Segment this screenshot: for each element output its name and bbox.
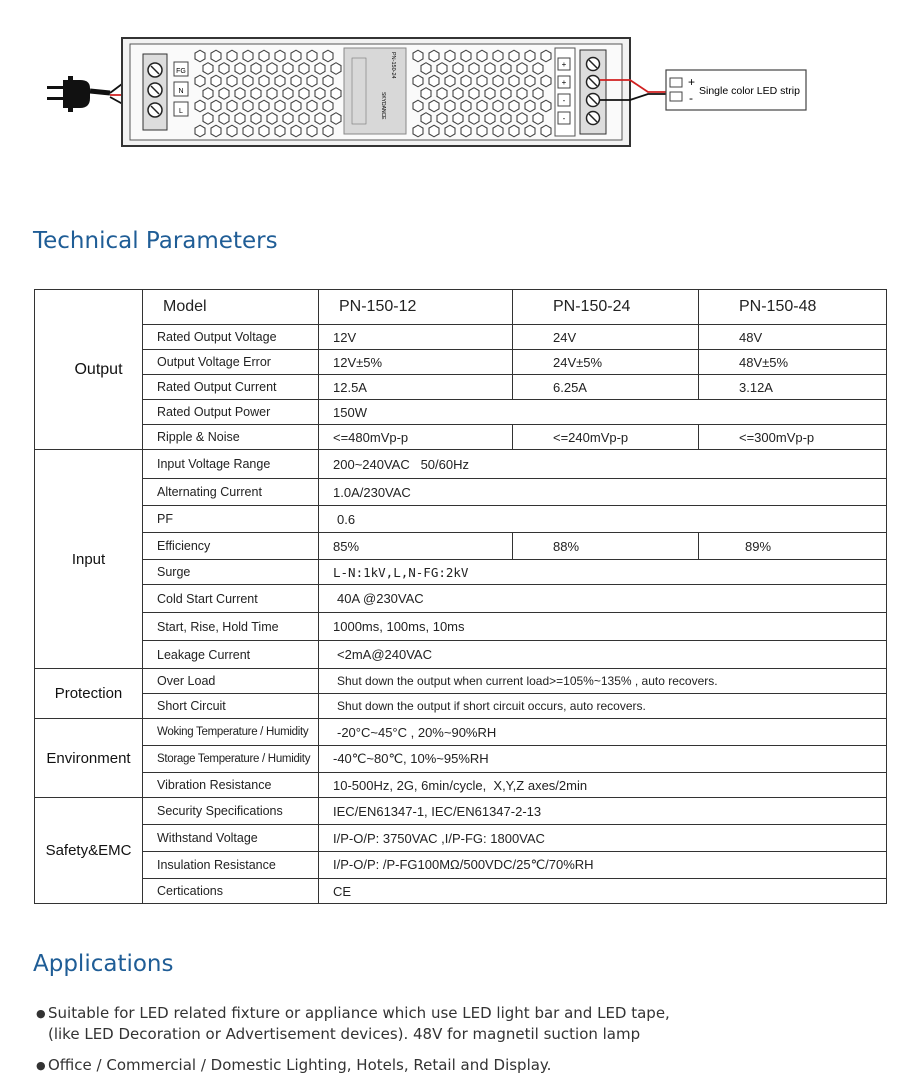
vent-hole [445,100,455,112]
vent-hole [541,50,551,62]
row-label: Leakage Current [143,641,319,669]
vent-hole [509,50,519,62]
vent-hole [421,88,431,100]
vent-hole [469,63,479,75]
row-label: Short Circuit [143,694,319,719]
vent-hole [493,75,503,87]
cell: 150W [319,400,887,425]
led-strip-box [666,70,806,110]
group-environment: Environment [35,719,143,798]
table-row [35,375,887,400]
vent-hole [315,113,325,125]
header-model-2: PN-150-24 [513,290,699,325]
vent-hole [413,50,423,62]
vent-hole [413,75,423,87]
vent-hole [291,125,301,137]
cell: 24V±5% [513,350,699,375]
vent-hole [413,125,423,137]
vent-hole [477,50,487,62]
vent-hole [445,50,455,62]
vent-hole [493,50,503,62]
vent-hole [477,125,487,137]
cell: 10-500Hz, 2G, 6min/cycle, X,Y,Z axes/2min [319,773,887,798]
vent-hole [259,75,269,87]
vent-hole [307,75,317,87]
vent-hole [429,75,439,87]
vent-hole [267,63,277,75]
row-label: Cold Start Current [143,585,319,613]
terminal-l-label: L [179,108,183,115]
cell: Shut down the output if short circuit occurs, auto recovers. [319,694,887,719]
cell: 0.6 [319,506,887,533]
vent-hole [195,125,205,137]
cell: IEC/EN61347-1, IEC/EN61347-2-13 [319,798,887,825]
vent-hole [421,113,431,125]
vent-hole [195,50,205,62]
vent-hole [453,113,463,125]
vent-hole [541,75,551,87]
vent-hole [283,63,293,75]
list-item [36,1003,670,1045]
group-input: Input [35,450,143,669]
vent-hole [259,100,269,112]
table-row [35,669,887,694]
vent-hole [485,88,495,100]
product-model-label: PN-150-24 [390,52,396,79]
cell: -20°C~45°C , 20%~90%RH [319,719,887,746]
vent-hole [275,100,285,112]
vent-hole [525,50,535,62]
cell: 48V [699,325,887,350]
table-row [35,694,887,719]
vent-hole [275,75,285,87]
table-row [35,450,887,479]
table-row [35,350,887,375]
row-label: Rated Output Current [143,375,319,400]
vent-hole [203,113,213,125]
vent-hole [501,63,511,75]
vent-hole [195,75,205,87]
applications-list [36,1003,670,1076]
vent-hole [421,63,431,75]
vent-hole [461,100,471,112]
vent-hole [275,125,285,137]
vent-hole [493,100,503,112]
vent-hole [429,125,439,137]
vent-hole [251,88,261,100]
row-label: Storage Temperature / Humidity [143,746,319,773]
row-label: Output Voltage Error [143,350,319,375]
table-row [35,585,887,613]
vent-hole [429,50,439,62]
list-item-text: (like LED Decoration or Advertisement devices). 48V for magnetil suction lamp [48,1025,641,1043]
group-output: Output [35,290,143,450]
table-row [35,325,887,350]
table-row [35,773,887,798]
vent-hole [211,125,221,137]
vent-hole [291,75,301,87]
terminal-plus-2: + [561,78,567,87]
row-label: Woking Temperature / Humidity [143,719,319,746]
vent-hole [243,50,253,62]
vent-hole [517,88,527,100]
vent-hole [525,100,535,112]
vent-hole [533,63,543,75]
vent-hole [509,100,519,112]
cell: 89% [699,533,887,560]
vent-hole [323,50,333,62]
bullet-icon: ● [36,1059,46,1072]
vent-hole [445,75,455,87]
vent-hole [243,125,253,137]
vent-hole [541,125,551,137]
vent-hole [517,63,527,75]
wiring-diagram [0,0,900,200]
strip-label: Single color LED strip [699,85,800,97]
spec-table [34,289,887,904]
cell: 85% [319,533,513,560]
vent-hole [501,88,511,100]
cell: I/P-O/P: 3750VAC ,I/P-FG: 1800VAC [319,825,887,852]
cell: 12V [319,325,513,350]
cell: 6.25A [513,375,699,400]
vent-hole [235,113,245,125]
terminal-minus-1: - [562,96,566,105]
vent-hole [251,63,261,75]
vent-hole [331,88,341,100]
vent-hole [477,100,487,112]
vent-hole [211,100,221,112]
list-item-text: Suitable for LED related fixture or appliance which use LED light bar and LED tape, [48,1004,670,1022]
cell: Shut down the output when current load>=105%~135% , auto recovers. [319,669,887,694]
vent-hole [219,113,229,125]
vent-hole [227,75,237,87]
vent-hole [501,113,511,125]
vent-hole [243,100,253,112]
row-label: Over Load [143,669,319,694]
vent-hole [291,50,301,62]
vent-hole [299,88,309,100]
cell: <=240mVp-p [513,425,699,450]
row-label: Alternating Current [143,479,319,506]
vent-hole [235,63,245,75]
row-label: Vibration Resistance [143,773,319,798]
vent-hole [517,113,527,125]
row-label: Insulation Resistance [143,852,319,879]
ac-plug-icon [47,76,110,112]
vent-hole [461,75,471,87]
vent-hole [307,50,317,62]
vent-hole [469,88,479,100]
vent-hole [259,50,269,62]
applications-heading: Applications [33,951,174,977]
vent-hole [315,63,325,75]
cell: 40A @230VAC [319,585,887,613]
vent-hole [275,50,285,62]
row-label: Rated Output Power [143,400,319,425]
vent-hole [323,125,333,137]
vent-hole [227,50,237,62]
vent-hole [299,63,309,75]
table-header-row [35,290,887,325]
group-safety-emc: Safety&EMC [35,798,143,904]
table-row [35,641,887,669]
strip-minus-label: - [689,91,693,105]
bullet-icon: ● [36,1007,46,1020]
vent-hole [509,75,519,87]
cell: <=480mVp-p [319,425,513,450]
cell: -40℃~80℃, 10%~95%RH [319,746,887,773]
row-label: Rated Output Voltage [143,325,319,350]
vent-hole [267,88,277,100]
row-label: Start, Rise, Hold Time [143,613,319,641]
vent-hole [227,100,237,112]
vent-hole [323,100,333,112]
vent-hole [453,88,463,100]
row-label: Surge [143,560,319,585]
vent-hole [203,63,213,75]
vent-hole [323,75,333,87]
cell: 1000ms, 100ms, 10ms [319,613,887,641]
vent-hole [429,100,439,112]
vent-hole [283,88,293,100]
terminal-minus-2: - [562,114,566,123]
table-row [35,798,887,825]
list-item [36,1055,670,1076]
table-row [35,533,887,560]
vent-hole [469,113,479,125]
header-model-3: PN-150-48 [699,290,887,325]
cell: 12V±5% [319,350,513,375]
row-label: PF [143,506,319,533]
cell: 24V [513,325,699,350]
vent-hole [307,100,317,112]
vent-hole [219,88,229,100]
vent-hole [211,50,221,62]
power-supply-unit [122,38,630,146]
vent-hole [541,100,551,112]
table-row [35,852,887,879]
cell: 200~240VAC 50/60Hz [319,450,887,479]
vent-hole [211,75,221,87]
row-label: Ripple & Noise [143,425,319,450]
cell: <2mA@240VAC [319,641,887,669]
vent-hole [331,63,341,75]
vent-hole [453,63,463,75]
vent-hole [259,125,269,137]
vent-hole [235,88,245,100]
vent-hole [299,113,309,125]
table-row [35,425,887,450]
vent-hole [533,88,543,100]
vent-hole [493,125,503,137]
table-row [35,825,887,852]
terminal-n-label: N [178,88,184,95]
table-row [35,506,887,533]
vent-hole [227,125,237,137]
vent-hole [437,113,447,125]
header-model-1: PN-150-12 [319,290,513,325]
vent-hole [243,75,253,87]
vent-hole [461,125,471,137]
vent-hole [331,113,341,125]
table-row [35,479,887,506]
header-model: Model [143,290,319,325]
vent-hole [267,113,277,125]
row-label: Efficiency [143,533,319,560]
list-item-text: Office / Commercial / Domestic Lighting, Hotels, Retail and Display. [48,1056,552,1074]
vent-hole [307,125,317,137]
vent-hole [461,50,471,62]
vent-hole [203,88,213,100]
vent-hole [445,125,455,137]
vent-hole [509,125,519,137]
table-row [35,613,887,641]
vent-hole [485,113,495,125]
vent-hole [437,88,447,100]
vent-hole [525,75,535,87]
row-label: Certications [143,879,319,904]
cell: L-N:1kV,L,N-FG:2kV [319,560,887,585]
table-row [35,879,887,904]
vent-hole [413,100,423,112]
cell: I/P-O/P: /P-FG100MΩ/500VDC/25℃/70%RH [319,852,887,879]
vent-hole [437,63,447,75]
cell: 3.12A [699,375,887,400]
group-protection: Protection [35,669,143,719]
vent-hole [525,125,535,137]
table-row [35,400,887,425]
terminal-plus-1: + [561,60,567,69]
cell: 12.5A [319,375,513,400]
vent-hole [477,75,487,87]
table-row [35,719,887,746]
cell: 88% [513,533,699,560]
vent-hole [283,113,293,125]
table-row [35,560,887,585]
row-label: Withstand Voltage [143,825,319,852]
cell: CE [319,879,887,904]
terminal-fg-label: FG [176,68,186,75]
vent-hole [533,113,543,125]
strip-plus-label: + [688,75,696,89]
technical-parameters-heading: Technical Parameters [33,228,278,254]
brand-label: SKYDANCE [380,92,386,120]
vent-hole [485,63,495,75]
vent-hole [219,63,229,75]
row-label: Input Voltage Range [143,450,319,479]
vent-hole [315,88,325,100]
vent-hole [251,113,261,125]
vent-hole [291,100,301,112]
row-label: Security Specifications [143,798,319,825]
cell: <=300mVp-p [699,425,887,450]
vent-hole [195,100,205,112]
cell: 48V±5% [699,350,887,375]
cell: 1.0A/230VAC [319,479,887,506]
table-row [35,746,887,773]
